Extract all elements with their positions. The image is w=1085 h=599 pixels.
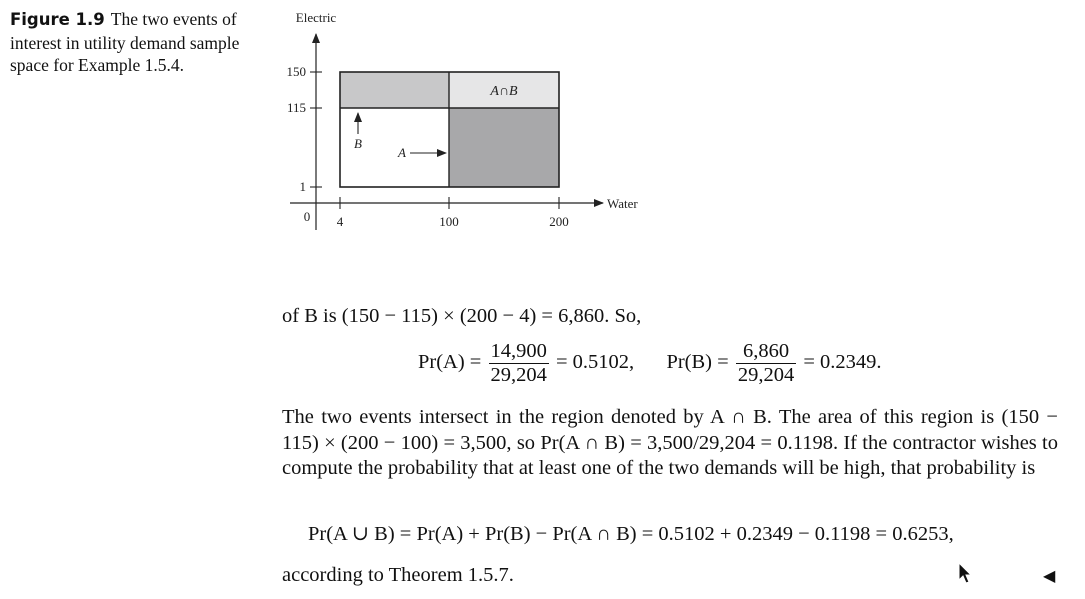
- mouse-cursor-icon: [958, 562, 974, 586]
- pr-b-denominator: 29,204: [737, 364, 795, 386]
- pr-a-denominator: 29,204: [490, 364, 547, 386]
- end-of-example-mark: ◀: [1043, 568, 1056, 585]
- region-b-only: [340, 72, 449, 108]
- figure-label: Figure 1.9: [10, 10, 105, 29]
- x-axis-label: Water: [607, 196, 638, 211]
- pr-b-fraction: [736, 340, 796, 387]
- label-b: B: [354, 136, 362, 151]
- body-line-1: of B is (150 − 115) × (200 − 4) = 6,860. So,: [282, 305, 642, 327]
- body-paragraph: The two events intersect in the region denoted by A ∩ B. The area of this region is (150 − 115) × (200 − 100) = 3,500, so Pr(A ∩ B) = 3,500/29,204 = 0.1198. If the contractor wishes to compute the probability that at least one of the two demands will be high, that probability is: [282, 406, 1058, 479]
- pr-b-lhs: Pr(B) =: [666, 351, 729, 374]
- sample-space-figure: [270, 0, 660, 240]
- x-tick-label-200: 200: [549, 214, 569, 229]
- figure-caption: [10, 8, 255, 77]
- pr-b-rhs: = 0.2349.: [803, 351, 882, 374]
- body-last-line: according to Theorem 1.5.7.: [282, 564, 514, 586]
- region-a-only: [449, 108, 559, 187]
- label-a: A: [398, 145, 406, 160]
- equation-union: Pr(A ∪ B) = Pr(A) + Pr(B) − Pr(A ∩ B) = 0.5102 + 0.2349 − 0.1198 = 0.6253,: [308, 523, 954, 545]
- pr-a-numerator: 14,900: [490, 340, 547, 362]
- x-tick-label-100: 100: [439, 214, 459, 229]
- y-tick-label-150: 150: [286, 64, 306, 79]
- x-tick-label-4: 4: [336, 214, 344, 229]
- y-tick-label-1: 1: [299, 179, 306, 194]
- y-axis-label: Electric: [295, 10, 337, 25]
- origin-label: 0: [303, 209, 311, 224]
- intersection-label: A∩B: [490, 84, 518, 99]
- caption-text: The two events of interest in utility demand sample space for Example 1.5.4.: [10, 9, 240, 75]
- pr-a-fraction: [489, 340, 549, 387]
- pr-a-rhs: = 0.5102,: [556, 351, 635, 374]
- pr-a-lhs: Pr(A) =: [418, 351, 482, 374]
- y-tick-label-115: 115: [286, 100, 306, 115]
- equation-probabilities: [418, 340, 882, 387]
- pr-b-numerator: 6,860: [736, 340, 796, 364]
